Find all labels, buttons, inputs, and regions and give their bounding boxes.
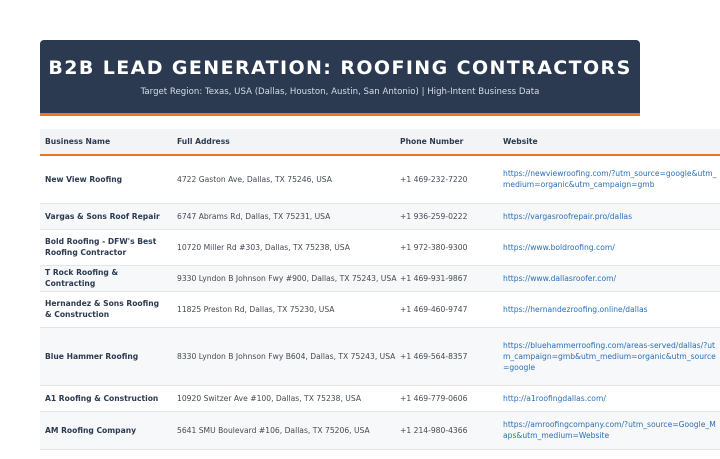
page-title: B2B LEAD GENERATION: ROOFING CONTRACTORS [48,57,632,79]
website-link[interactable]: https://newviewroofing.com/?utm_source=google&utm_medium=organic&utm_campaign=gmb [498,155,720,203]
table-row [40,265,720,291]
phone-cell: +1 469-460-9747 [395,291,498,327]
table-row [40,155,720,203]
page-subtitle: Target Region: Texas, USA (Dallas, Houston, Austin, San Antonio) | High-Intent Business Data [140,87,540,97]
website-link[interactable]: https://vargasroofrepair.pro/dallas [498,203,720,229]
address-cell: 9330 Lyndon B Johnson Fwy #900, Dallas, TX 75243, USA [172,265,395,291]
table-row [40,291,720,327]
phone-cell: +1 469-232-7220 [395,155,498,203]
website-link[interactable]: https://bluehammerroofing.com/areas-served/dallas/?utm_campaign=gmb&utm_medium=organic&utm_source=google [498,327,720,385]
business-name-cell: Vargas & Sons Roof Repair [40,203,172,229]
phone-cell: +1 469-931-9867 [395,265,498,291]
business-name-cell: Bold Roofing - DFW's Best Roofing Contractor [40,229,172,265]
phone-cell: +1 214-980-4366 [395,411,498,449]
address-cell: 10720 Miller Rd #303, Dallas, TX 75238, USA [172,229,395,265]
phone-cell: +1 972-380-9300 [395,229,498,265]
column-header-full-address: Full Address [172,129,395,155]
column-header-business-name: Business Name [40,129,172,155]
column-header-website: Website [498,129,720,155]
business-name-cell: New View Roofing [40,155,172,203]
table-row [40,327,720,385]
report-header-banner [40,40,640,116]
address-cell: 8330 Lyndon B Johnson Fwy B604, Dallas, TX 75243, USA [172,327,395,385]
address-cell: 10920 Switzer Ave #100, Dallas, TX 75238, USA [172,385,395,411]
website-link[interactable]: https://www.boldroofing.com/ [498,229,720,265]
address-cell: 11825 Preston Rd, Dallas, TX 75230, USA [172,291,395,327]
business-name-cell: A1 Roofing & Construction [40,385,172,411]
phone-cell: +1 469-779-0606 [395,385,498,411]
column-header-phone-number: Phone Number [395,129,498,155]
business-name-cell: AM Roofing Company [40,411,172,449]
address-cell: 6747 Abrams Rd, Dallas, TX 75231, USA [172,203,395,229]
table-row [40,411,720,449]
table-header-row [40,129,720,155]
website-link[interactable]: http://a1roofingdallas.com/ [498,385,720,411]
address-cell: 4722 Gaston Ave, Dallas, TX 75246, USA [172,155,395,203]
website-link[interactable]: https://amroofingcompany.com/?utm_source=Google_Maps&utm_medium=Website [498,411,720,449]
business-name-cell: Hernandez & Sons Roofing & Construction [40,291,172,327]
website-link[interactable]: https://hernandezroofing.online/dallas [498,291,720,327]
table-row [40,385,720,411]
table-row [40,229,720,265]
table-row [40,203,720,229]
business-name-cell: T Rock Roofing & Contracting [40,265,172,291]
business-name-cell: Blue Hammer Roofing [40,327,172,385]
website-link[interactable]: https://www.dallasroofer.com/ [498,265,720,291]
address-cell: 5641 SMU Boulevard #106, Dallas, TX 75206, USA [172,411,395,449]
phone-cell: +1 936-259-0222 [395,203,498,229]
leads-table-container [40,129,717,450]
leads-table [40,129,720,450]
phone-cell: +1 469-564-8357 [395,327,498,385]
